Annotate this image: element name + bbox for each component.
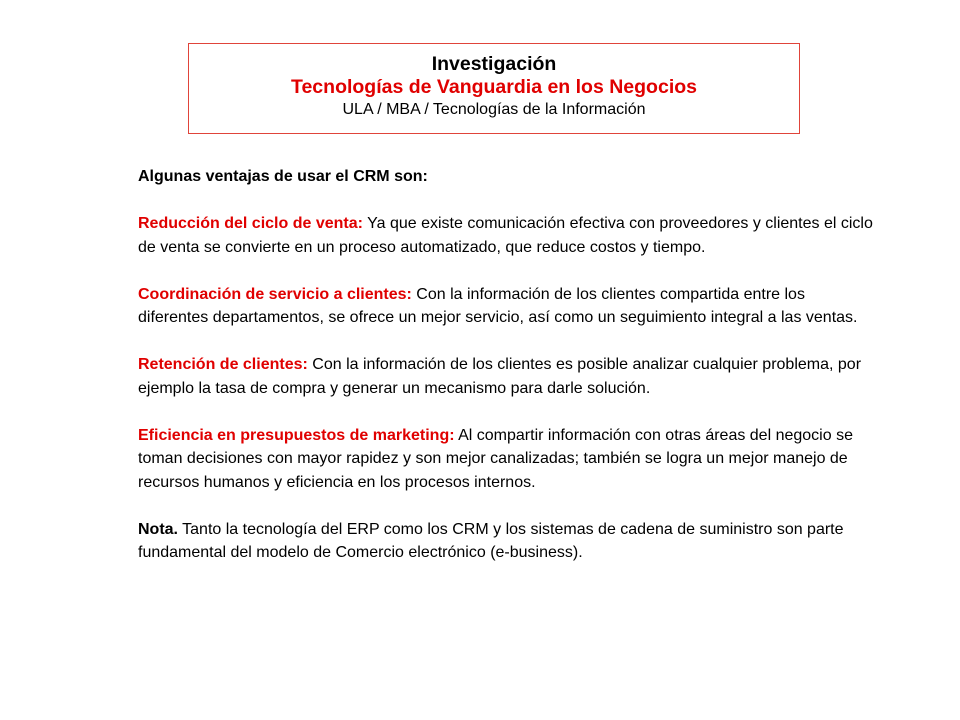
advantage-text: Al compartir información con otras áreas del negocio se toman decisiones con mayor rapidez y son mejor canalizadas; también se logra un mejor manejo de recursos humanos y eficiencia en los procesos internos. [138,426,853,491]
advantage-heading: Reducción del ciclo de venta: [138,215,363,232]
note-text: Tanto la tecnología del ERP como los CRM y los sistemas de cadena de suministro son parte fundamental del modelo de Comercio electrónico (e-business). [138,520,844,561]
header-title: Investigación [431,53,557,75]
header-box [188,43,800,134]
advantage-service-coordination [138,283,878,330]
advantage-heading: Retención de clientes: [138,356,308,373]
intro-text: Algunas ventajas de usar el CRM son: [138,168,428,185]
advantage-heading: Eficiencia en presupuestos de marketing: [138,426,455,444]
advantage-sales-cycle [138,212,878,259]
advantage-marketing-efficiency [138,424,878,495]
header-caption: ULA / MBA / Tecnologías de la Información [342,101,646,118]
content-body [138,165,878,565]
advantage-customer-retention [138,353,878,400]
note-heading: Nota. [138,520,178,538]
advantage-text: Con la información de los clientes compartida entre los diferentes departamentos, se ofrece un mejor servicio, así como un seguimiento integral a las ventas. [138,285,858,326]
advantage-text: Con la información de los clientes es posible analizar cualquier problema, por ejemplo la tasa de compra y generar un mecanismo para darle solución. [138,356,862,397]
header-subtitle: Tecnologías de Vanguardia en los Negocios [291,76,697,98]
note-paragraph [138,518,878,565]
advantage-text: Ya que existe comunicación efectiva con proveedores y clientes el ciclo de venta se convierte en un proceso automatizado, que reduce costos y tiempo. [138,215,873,256]
advantage-heading: Coordinación de servicio a clientes: [138,285,412,303]
